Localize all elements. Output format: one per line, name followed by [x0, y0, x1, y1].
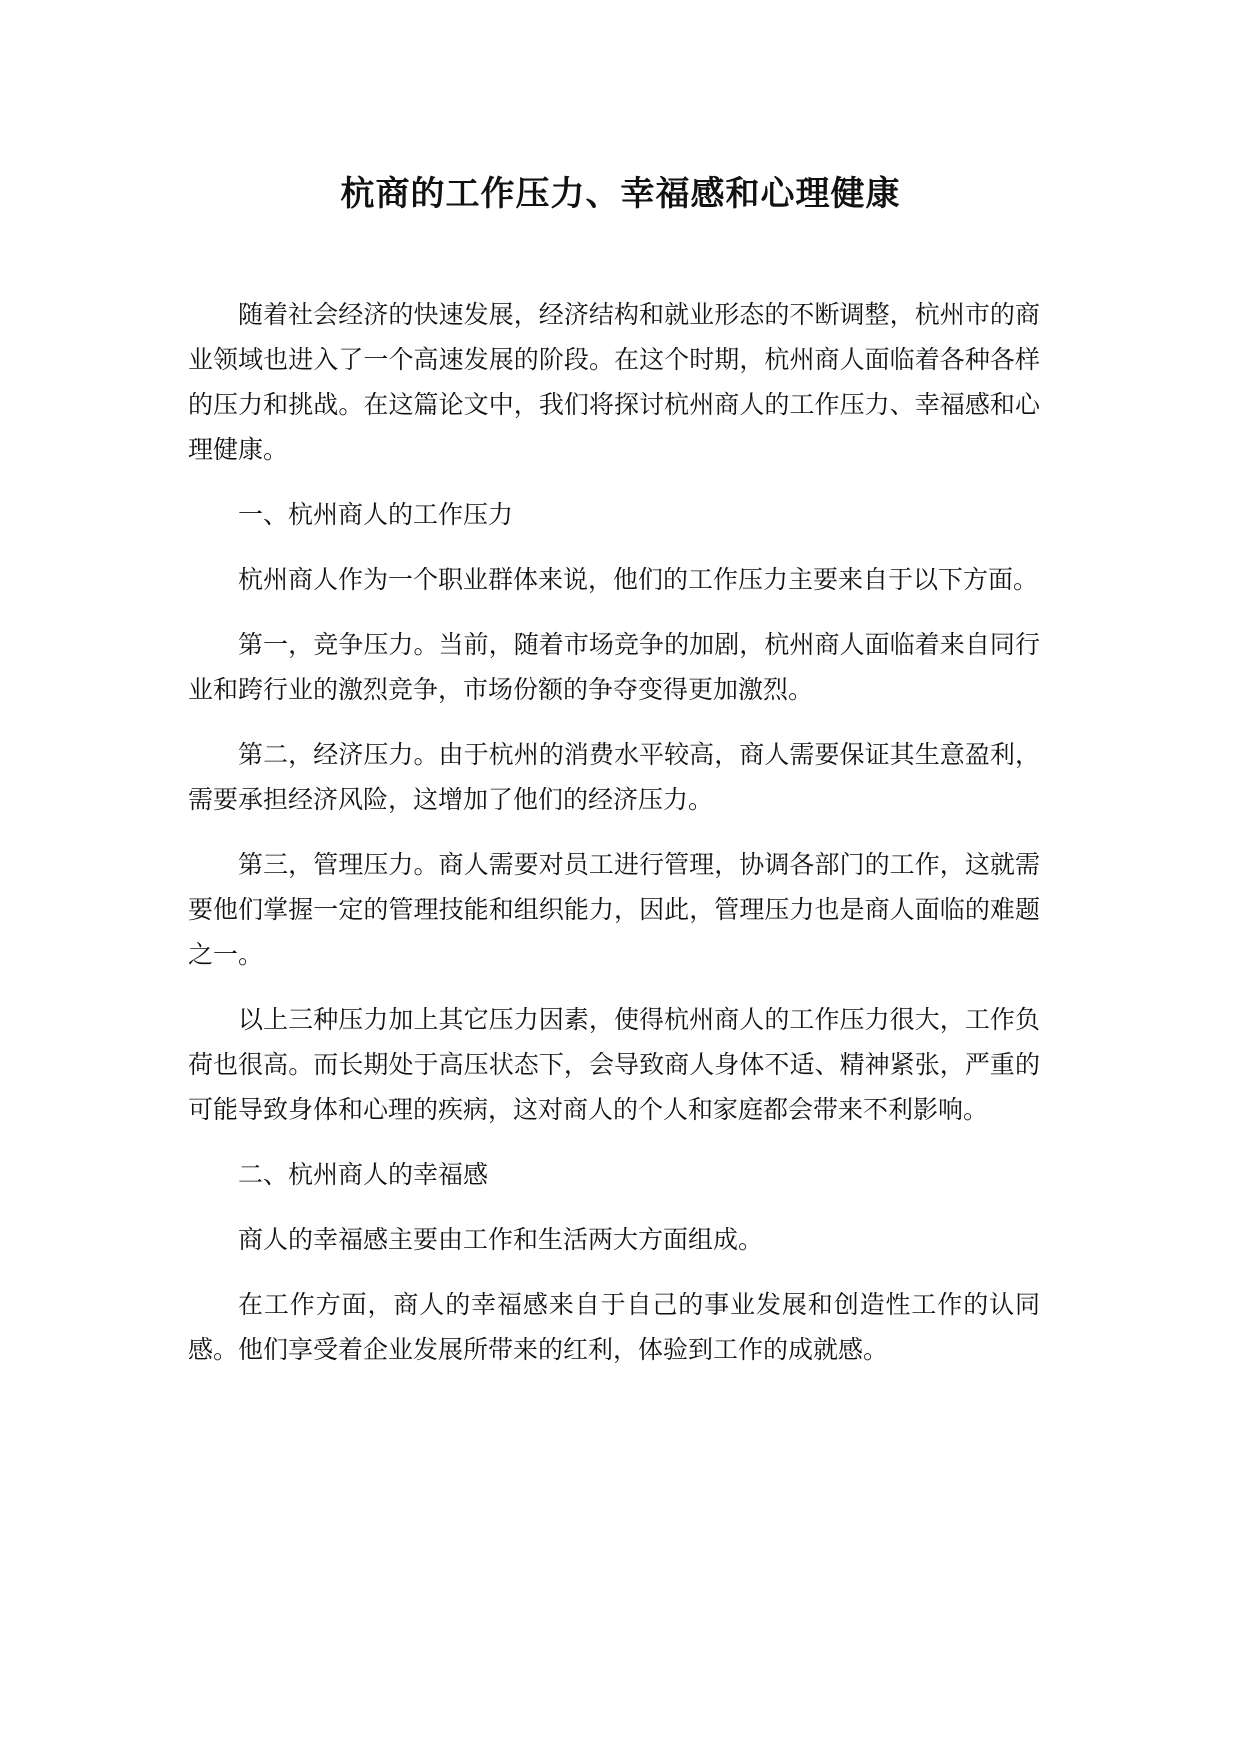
paragraph-management-stress: 第三，管理压力。商人需要对员工进行管理，协调各部门的工作，这就需要他们掌握一定的管理技能和组织能力，因此，管理压力也是商人面临的难题之一。 — [188, 850, 1040, 969]
section-heading-happiness: 二、杭州商人的幸福感 — [238, 1160, 489, 1189]
document-body — [188, 292, 1040, 1392]
paragraph-work-stress-intro: 杭州商人作为一个职业群体来说，他们的工作压力主要来自于以下方面。 — [238, 565, 1039, 594]
document-title: 杭商的工作压力、幸福感和心理健康 — [340, 174, 901, 214]
paragraph-intro: 随着社会经济的快速发展，经济结构和就业形态的不断调整，杭州市的商业领域也进入了一个高速发展的阶段。在这个时期，杭州商人面临着各种各样的压力和挑战。在这篇论文中，我们将探讨杭州商人的工作压力、幸福感和心理健康。 — [188, 300, 1040, 464]
paragraph-stress-summary: 以上三种压力加上其它压力因素，使得杭州商人的工作压力很大，工作负荷也很高。而长期处于高压状态下，会导致商人身体不适、精神紧张，严重的可能导致身体和心理的疾病，这对商人的个人和家庭都会带来不利影响。 — [188, 1005, 1040, 1124]
section-heading-work-stress: 一、杭州商人的工作压力 — [238, 500, 514, 529]
paragraph-happiness-intro: 商人的幸福感主要由工作和生活两大方面组成。 — [238, 1225, 764, 1254]
paragraph-competition-stress: 第一，竞争压力。当前，随着市场竞争的加剧，杭州商人面临着来自同行业和跨行业的激烈竞争，市场份额的争夺变得更加激烈。 — [188, 630, 1040, 704]
paragraph-happiness-work: 在工作方面，商人的幸福感来自于自己的事业发展和创造性工作的认同感。他们享受着企业发展所带来的红利，体验到工作的成就感。 — [188, 1290, 1040, 1364]
paragraph-economic-stress: 第二，经济压力。由于杭州的消费水平较高，商人需要保证其生意盈利，需要承担经济风险，这增加了他们的经济压力。 — [188, 740, 1040, 814]
